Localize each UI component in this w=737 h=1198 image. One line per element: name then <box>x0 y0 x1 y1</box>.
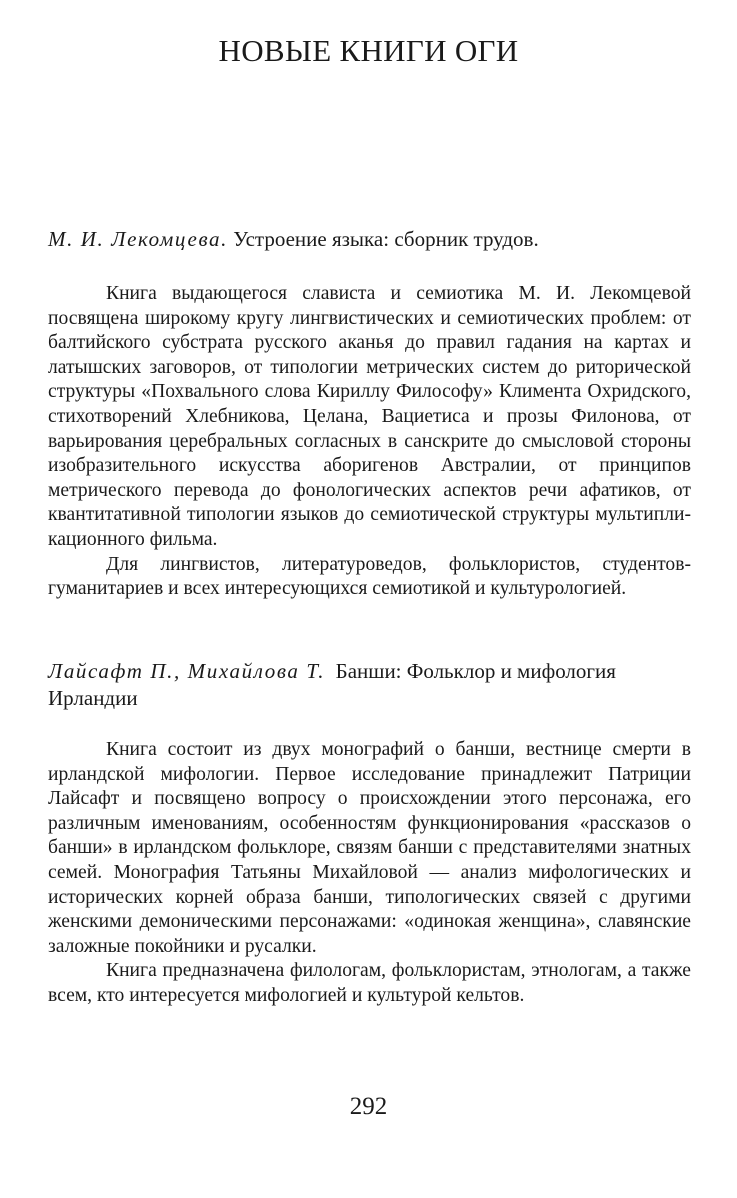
page-title: НОВЫЕ КНИГИ ОГИ <box>218 33 519 68</box>
entry-author: Лайсафт П., Михайлова Т. <box>48 659 326 683</box>
page-number: 292 <box>349 1093 388 1120</box>
entry-title: Устроение языка: сборник трудов. <box>233 227 539 251</box>
book-entry-lekomtseva <box>48 226 691 602</box>
audience-paragraph: Для лингвистов, литературоведов, фольклористов, студентов-гуманитариев и всех интересующихся семиотикой и культурологией. <box>48 553 691 600</box>
entry-heading <box>48 226 691 253</box>
entry-heading <box>48 658 691 712</box>
entry-description <box>48 282 691 602</box>
entry-author: М. И. Лекомцева. <box>48 227 228 251</box>
book-entry-banshee <box>48 658 691 1009</box>
description-paragraph: Книга состоит из двух монографий о банши, вестнице смерти в ирландской мифологии. Первое исследование принадлежит Патриции Лайсафт и посвящено вопросу о происхождении этого персонажа, его различным именованиям, особенностям функционирования «рассказов о банши» в ирландском фольклоре, связям банши с представителями знатных семей. Монография Татьяны Михайловой — анализ мифологических и исторических корней образа банши, типологических связей с другими женскими демоническими персонажами: «одинокая женщина», славянские заложные покойники и русалки. <box>48 739 691 957</box>
entry-description <box>48 738 691 1009</box>
description-paragraph: Книга выдающегося слависта и семиотика М. И. Лекомцевой посвящена широкому кругу лингвистических и семиотических проблем: от балтийского субстрата русского аканья до правил гадания на картах и латышских заговоров, от типологии метрических систем до риторической структуры «Похвального слова Кириллу Философу» Климента Охридского, стихотворений Хлебникова, Целана, Вациетиса и прозы Филонова, от варьирования церебральных согласных в санскрите до смысловой стороны изобразительного искусства аборигенов Австралии, от принципов метрического перевода до фонологических аспектов речи афатиков, от квантитативной типологии языков до семиотической структуры мультипликационного фильма. <box>48 283 691 550</box>
entry-title: Банши: Фольклор и мифология Ирландии <box>48 659 616 710</box>
audience-paragraph: Книга предназначена филологам, фольклористам, этнологам, а также всем, кто интересуется мифологией и культурой кельтов. <box>48 960 691 1006</box>
